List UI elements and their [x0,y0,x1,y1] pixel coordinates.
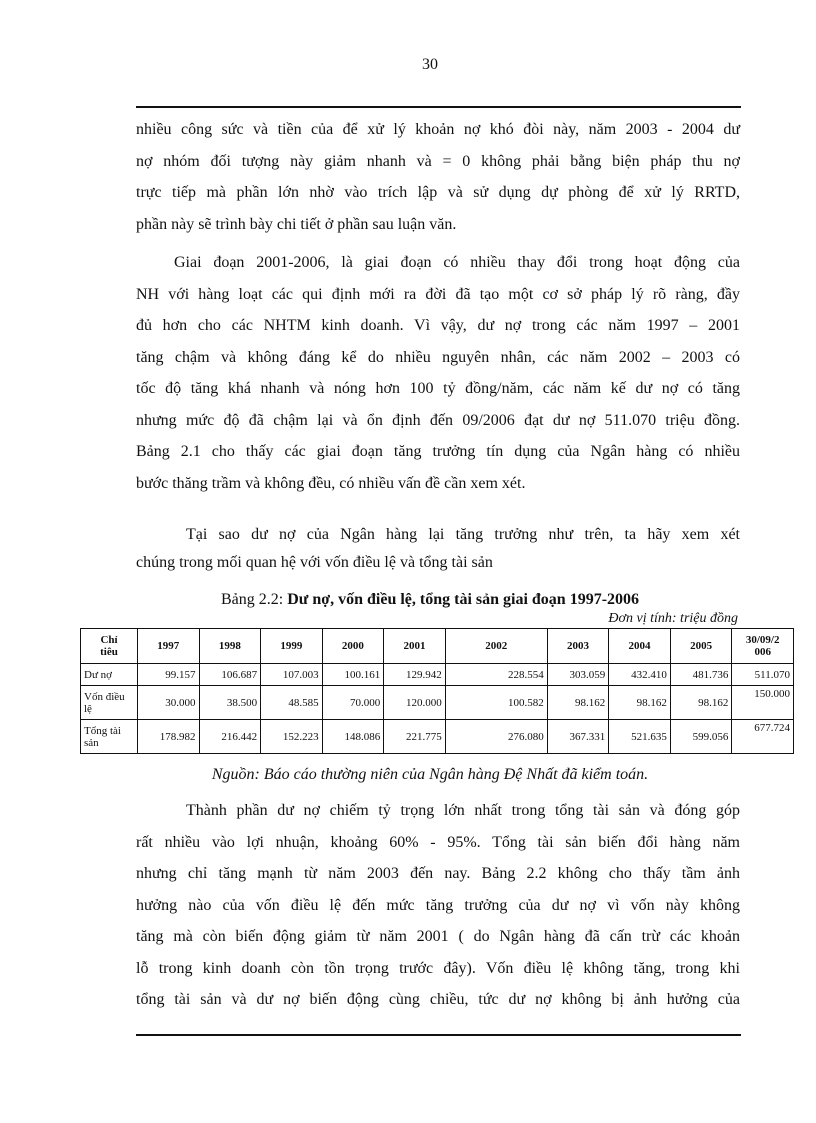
table-cell: 38.500 [199,686,261,720]
text-line: Tại sao dư nợ của Ngân hàng lại tăng trưởng như trên, ta hãy xem xét [186,526,740,543]
table-row [81,720,794,754]
text-line: chúng trong mối quan hệ với vốn điều lệ và tổng tài sản [136,554,493,571]
text-line: tăng chậm và không đáng kể do nhiều nguyên nhân, các năm 2002 – 2003 có [136,348,740,366]
header-text: 006 [754,646,771,658]
row-label: Tổng tài sản [81,720,138,754]
text-line: nhưng mức độ đã chậm lại và ổn định đến 09/2006 đạt dư nợ 511.070 triệu đồng. [136,411,740,429]
data-table [80,628,794,754]
table-cell: 48.585 [261,686,323,720]
text-line: NH với hàng loạt các qui định mới ra đời đã tạo một cơ sở pháp lý rõ ràng, đầy [136,285,740,303]
text-line: nợ nhóm đối tượng này giảm nhanh và = 0 không phải bằng biện pháp thu nợ [136,152,740,170]
text-line: tăng mà còn biến động giảm từ năm 2001 ( do Ngân hàng đã cấn trừ các khoản [136,928,740,945]
paragraph-4 [136,795,740,1016]
paragraph-3 [136,521,740,577]
table-caption-prefix: Bảng 2.2: [220,591,288,608]
table-cell: 599.056 [670,720,732,754]
paragraph-1 [136,114,740,240]
table-cell: 276.080 [445,720,547,754]
text-line: hưởng nào của vốn điều lệ đến mức tăng trưởng của dư nợ vì vốn này không [136,896,740,914]
text-line: Giai đoạn 2001-2006, là giai đoạn có nhiều thay đổi trong hoạt động của [174,254,740,271]
header-cell: 2005 [670,629,732,664]
table-cell: 677.724 [732,720,794,754]
text-line: đủ hơn cho các NHTM kinh doanh. Vì vậy, dư nợ trong các năm 1997 – 2001 [136,317,740,334]
text-line: nhưng chỉ tăng mạnh từ năm 2003 đến nay. Bảng 2.2 không cho thấy tầm ảnh [136,865,740,882]
text-line: Bảng 2.1 cho thấy các giai đoạn tăng trưởng tín dụng của Ngân hàng có nhiều [136,443,740,460]
header-cell: 1998 [199,629,261,664]
table-cell: 129.942 [384,664,446,686]
row-label: Vốn điều lệ [81,686,138,720]
table-cell: 100.161 [322,664,384,686]
header-text: 30/09/2 [745,634,780,646]
table-cell: 106.687 [199,664,261,686]
table-cell: 98.162 [670,686,732,720]
table-cell: 98.162 [547,686,609,720]
table-cell: 216.442 [199,720,261,754]
table-cell: 98.162 [609,686,671,720]
table-cell: 120.000 [384,686,446,720]
header-cell: 2000 [322,629,384,664]
text-line: tổng tài sản và dư nợ biến động cùng chiều, tức dư nợ không bị ảnh hưởng của [136,991,740,1008]
table-cell: 150.000 [732,686,794,720]
table-cell: 221.775 [384,720,446,754]
table-cell: 511.070 [732,664,794,686]
text-line: phần này sẽ trình bày chi tiết ở phần sau luận văn. [136,215,457,233]
text-line: rất nhiều vào lợi nhuận, khoảng 60% - 95%. Tổng tài sản biến đổi hàng năm [136,833,740,851]
table-row [81,664,794,686]
header-cell: 2004 [609,629,671,664]
table-caption-title: Dư nợ, vốn điều lệ, tổng tài sản giai đoạn 1997-2006 [287,591,640,608]
unit-label: Đơn vị tính: triệu đồng [608,611,738,626]
header-cell: 1999 [261,629,323,664]
table-cell: 148.086 [322,720,384,754]
table-cell: 178.982 [138,720,200,754]
table-cell: 152.223 [261,720,323,754]
page-number: 30 [422,56,438,73]
table-header-row [81,629,794,664]
table-cell: 107.003 [261,664,323,686]
header-cell [81,629,138,664]
header-cell: 2002 [445,629,547,664]
row-label: Dư nợ [81,664,138,686]
header-cell: 2003 [547,629,609,664]
text-line: lỗ trong kinh doanh còn tồn trọng trước đây). Vốn điều lệ không tăng, trong khi [136,959,740,977]
table-cell: 303.059 [547,664,609,686]
text-line: bước thăng trầm và không đều, có nhiều vấn đề cần xem xét. [136,474,526,492]
table-row [81,686,794,720]
text-line: tốc độ tăng khá nhanh và nóng hơn 100 tỷ đồng/năm, các năm kế dư nợ có tăng [136,380,740,397]
table-cell: 30.000 [138,686,200,720]
text-line: trực tiếp mà phần lớn nhờ vào trích lập và sử dụng dự phòng để xử lý RRTD, [136,184,740,201]
table-cell: 367.331 [547,720,609,754]
header-cell: 2001 [384,629,446,664]
table-caption [0,591,816,609]
header-cell: 1997 [138,629,200,664]
table-cell: 100.582 [445,686,547,720]
paragraph-2 [136,247,740,499]
header-text: tiêu [100,646,118,658]
table-cell: 228.554 [445,664,547,686]
text-line: Thành phần dư nợ chiếm tỷ trọng lớn nhất trong tổng tài sản và đóng góp [186,802,740,819]
table-cell: 521.635 [609,720,671,754]
table-cell: 481.736 [670,664,732,686]
header-rule [136,106,741,108]
text-line: nhiều công sức và tiền của để xử lý khoản nợ khó đòi này, năm 2003 - 2004 dư [136,121,740,138]
header-cell [732,629,794,664]
table-source: Nguồn: Báo cáo thường niên của Ngân hàng Đệ Nhất đã kiểm toán. [211,766,649,783]
table-cell: 99.157 [138,664,200,686]
table-cell: 432.410 [609,664,671,686]
header-text: Chỉ [100,634,118,646]
footer-rule [136,1034,741,1036]
table-cell: 70.000 [322,686,384,720]
